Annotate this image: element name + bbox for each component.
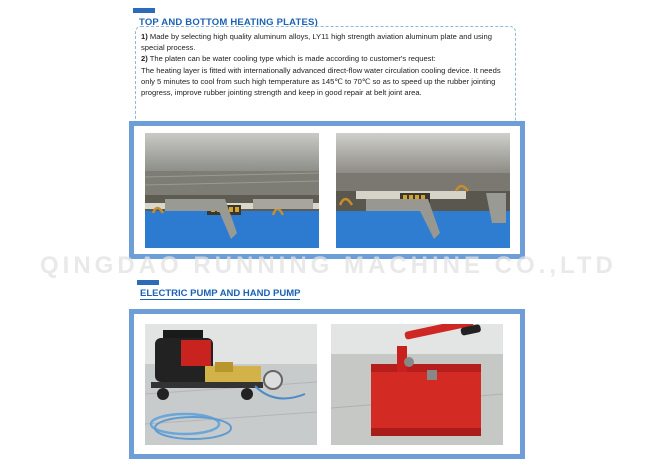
heading-accent-bar-2 — [137, 280, 159, 285]
heading-accent-bar — [133, 8, 155, 13]
item-2-number: 2) — [141, 54, 148, 64]
hand-pump-photo — [331, 324, 503, 445]
electric-pump-photo — [145, 324, 317, 445]
section-heading-pumps: ELECTRIC PUMP AND HAND PUMP — [140, 288, 301, 299]
item-2-text: The platen can be water cooling type which is made according to customer's request: — [147, 54, 436, 64]
section-heading-heating-plates: TOP AND BOTTOM HEATING PLATES) — [139, 17, 318, 28]
heating-plate-photo-left — [145, 133, 319, 248]
item-1-text: Made by selecting high quality aluminum alloys, LY11 high strength aviation aluminum plate and using special process. — [141, 32, 492, 53]
heating-plate-photo-right — [336, 133, 510, 248]
heating-plates-description — [141, 31, 516, 98]
item-2-detail: The heating layer is fitted with internationally advanced direct-flow water circulation cooling device. It needs only 5 minutes to cool from such high temperature as 145℃ to 70℃ so as to speed up the rubber jointing progress, improve rubber jointing strength and keep in good repair at belt joint area. — [141, 65, 501, 98]
item-1-number: 1) — [141, 32, 148, 41]
item-1 — [141, 31, 516, 53]
item-2 — [141, 53, 516, 64]
company-watermark: QINGDAO RUNNING MACHINE CO.,LTD — [40, 252, 617, 279]
